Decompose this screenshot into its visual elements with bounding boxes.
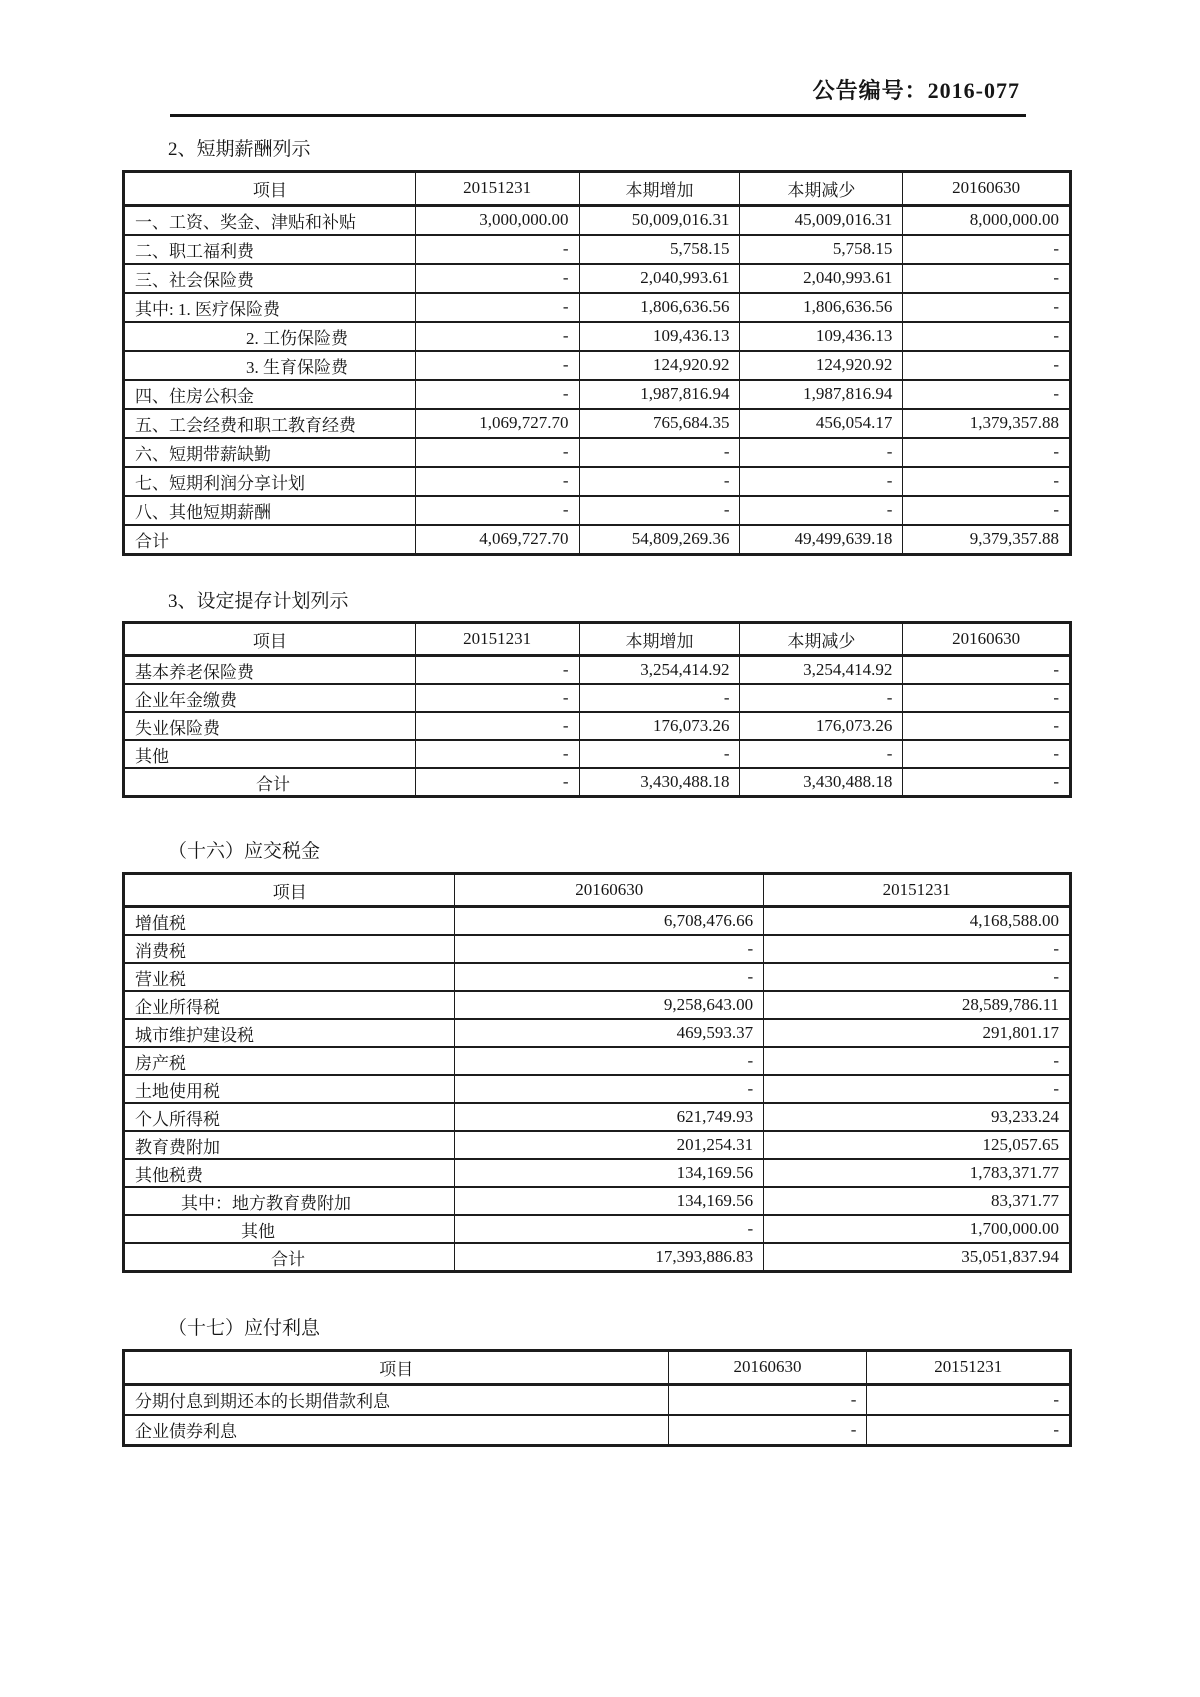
section-title: （十六）应交税金 [168, 841, 321, 863]
row-label: 五、工会经费和职工教育经费 [124, 409, 416, 438]
cell-value: - [415, 656, 579, 685]
report-section [0, 840, 1200, 1273]
cell-value: - [903, 380, 1071, 409]
row-label: 其中：地方教育费附加 [124, 1187, 455, 1215]
cell-value: 3,000,000.00 [415, 205, 579, 235]
column-header: 项目 [124, 171, 416, 205]
column-header: 20151231 [867, 1350, 1071, 1384]
table-row [124, 907, 1071, 936]
section-title: （十七）应付利息 [168, 1318, 321, 1340]
row-label: 三、社会保险费 [124, 264, 416, 293]
cell-value: - [415, 380, 579, 409]
row-label: 一、工资、奖金、津贴和补贴 [124, 205, 416, 235]
cell-value: 28,589,786.11 [764, 991, 1071, 1019]
report-section [0, 1317, 1200, 1447]
cell-value: 5,758.15 [740, 235, 903, 264]
cell-value: - [455, 1215, 764, 1243]
cell-value: - [764, 935, 1071, 963]
row-label: 教育费附加 [124, 1131, 455, 1159]
cell-value: 469,593.37 [455, 1019, 764, 1047]
table-row [124, 1131, 1071, 1159]
column-header: 本期增加 [579, 171, 740, 205]
report-section [0, 138, 1200, 556]
table-row [124, 1103, 1071, 1131]
table-row [124, 1047, 1071, 1075]
section-title: 3、设定提存计划列示 [168, 590, 349, 612]
table-row [124, 496, 1071, 525]
cell-value: 4,069,727.70 [415, 525, 579, 555]
data-table [122, 621, 1072, 798]
row-label: 基本养老保险费 [124, 656, 416, 685]
row-label: 其他税费 [124, 1159, 455, 1187]
row-label: 其中: 1. 医疗保险费 [124, 293, 416, 322]
table-row [124, 205, 1071, 235]
cell-value: 124,920.92 [740, 351, 903, 380]
cell-value: - [903, 293, 1071, 322]
cell-value: - [579, 684, 740, 712]
table-row [124, 1019, 1071, 1047]
report-section [0, 590, 1200, 799]
row-label: 八、其他短期薪酬 [124, 496, 416, 525]
table-row [124, 351, 1071, 380]
cell-value: - [415, 264, 579, 293]
cell-value: 45,009,016.31 [740, 205, 903, 235]
cell-value: - [903, 438, 1071, 467]
cell-value: 765,684.35 [579, 409, 740, 438]
table-row [124, 712, 1071, 740]
cell-value: 1,379,357.88 [903, 409, 1071, 438]
row-label: 城市维护建设税 [124, 1019, 455, 1047]
column-header: 20151231 [415, 171, 579, 205]
row-label: 消费税 [124, 935, 455, 963]
cell-value: 8,000,000.00 [903, 205, 1071, 235]
cell-value: - [415, 235, 579, 264]
cell-value: 1,987,816.94 [579, 380, 740, 409]
row-label: 其他 [124, 1215, 455, 1243]
header-row [124, 623, 1071, 656]
cell-value: 49,499,639.18 [740, 525, 903, 555]
table-row [124, 235, 1071, 264]
header-row [124, 171, 1071, 205]
cell-value: 6,708,476.66 [455, 907, 764, 936]
row-label: 失业保险费 [124, 712, 416, 740]
cell-value: - [455, 1075, 764, 1103]
row-label: 分期付息到期还本的长期借款利息 [124, 1384, 669, 1415]
header-row [124, 1350, 1071, 1384]
cell-value: - [415, 740, 579, 768]
cell-value: - [415, 496, 579, 525]
announcement-number: 公告编号：2016-077 [812, 78, 1020, 103]
sections-container [0, 138, 1200, 1447]
cell-value: - [579, 467, 740, 496]
cell-value: - [903, 684, 1071, 712]
column-header: 本期减少 [740, 171, 903, 205]
cell-value: 456,054.17 [740, 409, 903, 438]
table-row [124, 768, 1071, 797]
cell-value: - [415, 467, 579, 496]
cell-value: 3,430,488.18 [579, 768, 740, 797]
table-row [124, 1075, 1071, 1103]
section-title: 2、短期薪酬列示 [168, 139, 311, 160]
row-label: 企业所得税 [124, 991, 455, 1019]
column-header: 项目 [124, 1350, 669, 1384]
table-row [124, 322, 1071, 351]
cell-value: - [455, 1047, 764, 1075]
cell-value: 291,801.17 [764, 1019, 1071, 1047]
data-table [122, 170, 1072, 556]
cell-value: - [415, 712, 579, 740]
column-header: 20151231 [764, 874, 1071, 907]
cell-value: - [740, 740, 903, 768]
cell-value: 17,393,886.83 [455, 1243, 764, 1272]
cell-value: 4,168,588.00 [764, 907, 1071, 936]
cell-value: 83,371.77 [764, 1187, 1071, 1215]
header-row [124, 874, 1071, 907]
cell-value: - [867, 1415, 1071, 1446]
table-row [124, 656, 1071, 685]
cell-value: 134,169.56 [455, 1159, 764, 1187]
cell-value: - [903, 322, 1071, 351]
column-header: 20151231 [415, 623, 579, 656]
row-label: 土地使用税 [124, 1075, 455, 1103]
row-label: 合计 [124, 1243, 455, 1272]
table-row [124, 438, 1071, 467]
column-header: 20160630 [903, 623, 1071, 656]
column-header: 项目 [124, 623, 416, 656]
column-header: 本期增加 [579, 623, 740, 656]
cell-value: 1,069,727.70 [415, 409, 579, 438]
cell-value: 54,809,269.36 [579, 525, 740, 555]
table-row [124, 293, 1071, 322]
cell-value: - [903, 264, 1071, 293]
table-row [124, 1243, 1071, 1272]
cell-value: 35,051,837.94 [764, 1243, 1071, 1272]
cell-value: - [764, 963, 1071, 991]
cell-value: - [903, 712, 1071, 740]
cell-value: - [579, 496, 740, 525]
cell-value: - [903, 768, 1071, 797]
table-row [124, 380, 1071, 409]
data-table [122, 1349, 1072, 1447]
cell-value: - [415, 322, 579, 351]
row-label: 七、短期利润分享计划 [124, 467, 416, 496]
header-rule [170, 114, 1026, 117]
row-label: 3. 生育保险费 [124, 351, 416, 380]
table-row [124, 1187, 1071, 1215]
cell-value: - [903, 351, 1071, 380]
cell-value: - [455, 935, 764, 963]
table-row [124, 409, 1071, 438]
table-row [124, 467, 1071, 496]
cell-value: 621,749.93 [455, 1103, 764, 1131]
column-header: 项目 [124, 874, 455, 907]
table-row [124, 684, 1071, 712]
table-row [124, 1215, 1071, 1243]
cell-value: - [415, 684, 579, 712]
cell-value: 134,169.56 [455, 1187, 764, 1215]
cell-value: - [903, 235, 1071, 264]
cell-value: - [764, 1047, 1071, 1075]
row-label: 2. 工伤保险费 [124, 322, 416, 351]
cell-value: - [740, 438, 903, 467]
cell-value: 1,700,000.00 [764, 1215, 1071, 1243]
table-row [124, 963, 1071, 991]
cell-value: 1,987,816.94 [740, 380, 903, 409]
cell-value: - [668, 1384, 867, 1415]
table-row [124, 1384, 1071, 1415]
row-label: 企业债券利息 [124, 1415, 669, 1446]
cell-value: 1,806,636.56 [579, 293, 740, 322]
cell-value: - [415, 351, 579, 380]
cell-value: - [579, 740, 740, 768]
cell-value: - [415, 768, 579, 797]
cell-value: - [740, 684, 903, 712]
cell-value: 9,258,643.00 [455, 991, 764, 1019]
row-label: 个人所得税 [124, 1103, 455, 1131]
table-row [124, 935, 1071, 963]
column-header: 本期减少 [740, 623, 903, 656]
cell-value: 176,073.26 [579, 712, 740, 740]
table-row [124, 991, 1071, 1019]
cell-value: 93,233.24 [764, 1103, 1071, 1131]
column-header: 20160630 [455, 874, 764, 907]
row-label: 其他 [124, 740, 416, 768]
cell-value: - [668, 1415, 867, 1446]
column-header: 20160630 [903, 171, 1071, 205]
cell-value: 50,009,016.31 [579, 205, 740, 235]
cell-value: - [903, 656, 1071, 685]
cell-value: 176,073.26 [740, 712, 903, 740]
cell-value: 9,379,357.88 [903, 525, 1071, 555]
row-label: 房产税 [124, 1047, 455, 1075]
cell-value: 3,254,414.92 [740, 656, 903, 685]
table-row [124, 264, 1071, 293]
table-row [124, 1159, 1071, 1187]
cell-value: - [740, 496, 903, 525]
cell-value: 1,783,371.77 [764, 1159, 1071, 1187]
row-label: 营业税 [124, 963, 455, 991]
cell-value: - [579, 438, 740, 467]
table-row [124, 525, 1071, 555]
cell-value: - [415, 293, 579, 322]
cell-value: 5,758.15 [579, 235, 740, 264]
cell-value: 3,254,414.92 [579, 656, 740, 685]
cell-value: 2,040,993.61 [740, 264, 903, 293]
cell-value: - [764, 1075, 1071, 1103]
row-label: 企业年金缴费 [124, 684, 416, 712]
row-label: 六、短期带薪缺勤 [124, 438, 416, 467]
cell-value: - [740, 467, 903, 496]
cell-value: 1,806,636.56 [740, 293, 903, 322]
cell-value: 125,057.65 [764, 1131, 1071, 1159]
cell-value: - [903, 467, 1071, 496]
cell-value: 2,040,993.61 [579, 264, 740, 293]
cell-value: - [415, 438, 579, 467]
cell-value: 3,430,488.18 [740, 768, 903, 797]
cell-value: - [867, 1384, 1071, 1415]
cell-value: - [903, 740, 1071, 768]
column-header: 20160630 [668, 1350, 867, 1384]
row-label: 增值税 [124, 907, 455, 936]
row-label: 四、住房公积金 [124, 380, 416, 409]
cell-value: 109,436.13 [579, 322, 740, 351]
cell-value: - [903, 496, 1071, 525]
cell-value: 109,436.13 [740, 322, 903, 351]
table-row [124, 740, 1071, 768]
cell-value: - [455, 963, 764, 991]
row-label: 合计 [124, 768, 416, 797]
row-label: 二、职工福利费 [124, 235, 416, 264]
cell-value: 201,254.31 [455, 1131, 764, 1159]
data-table [122, 872, 1072, 1273]
cell-value: 124,920.92 [579, 351, 740, 380]
row-label: 合计 [124, 525, 416, 555]
table-row [124, 1415, 1071, 1446]
